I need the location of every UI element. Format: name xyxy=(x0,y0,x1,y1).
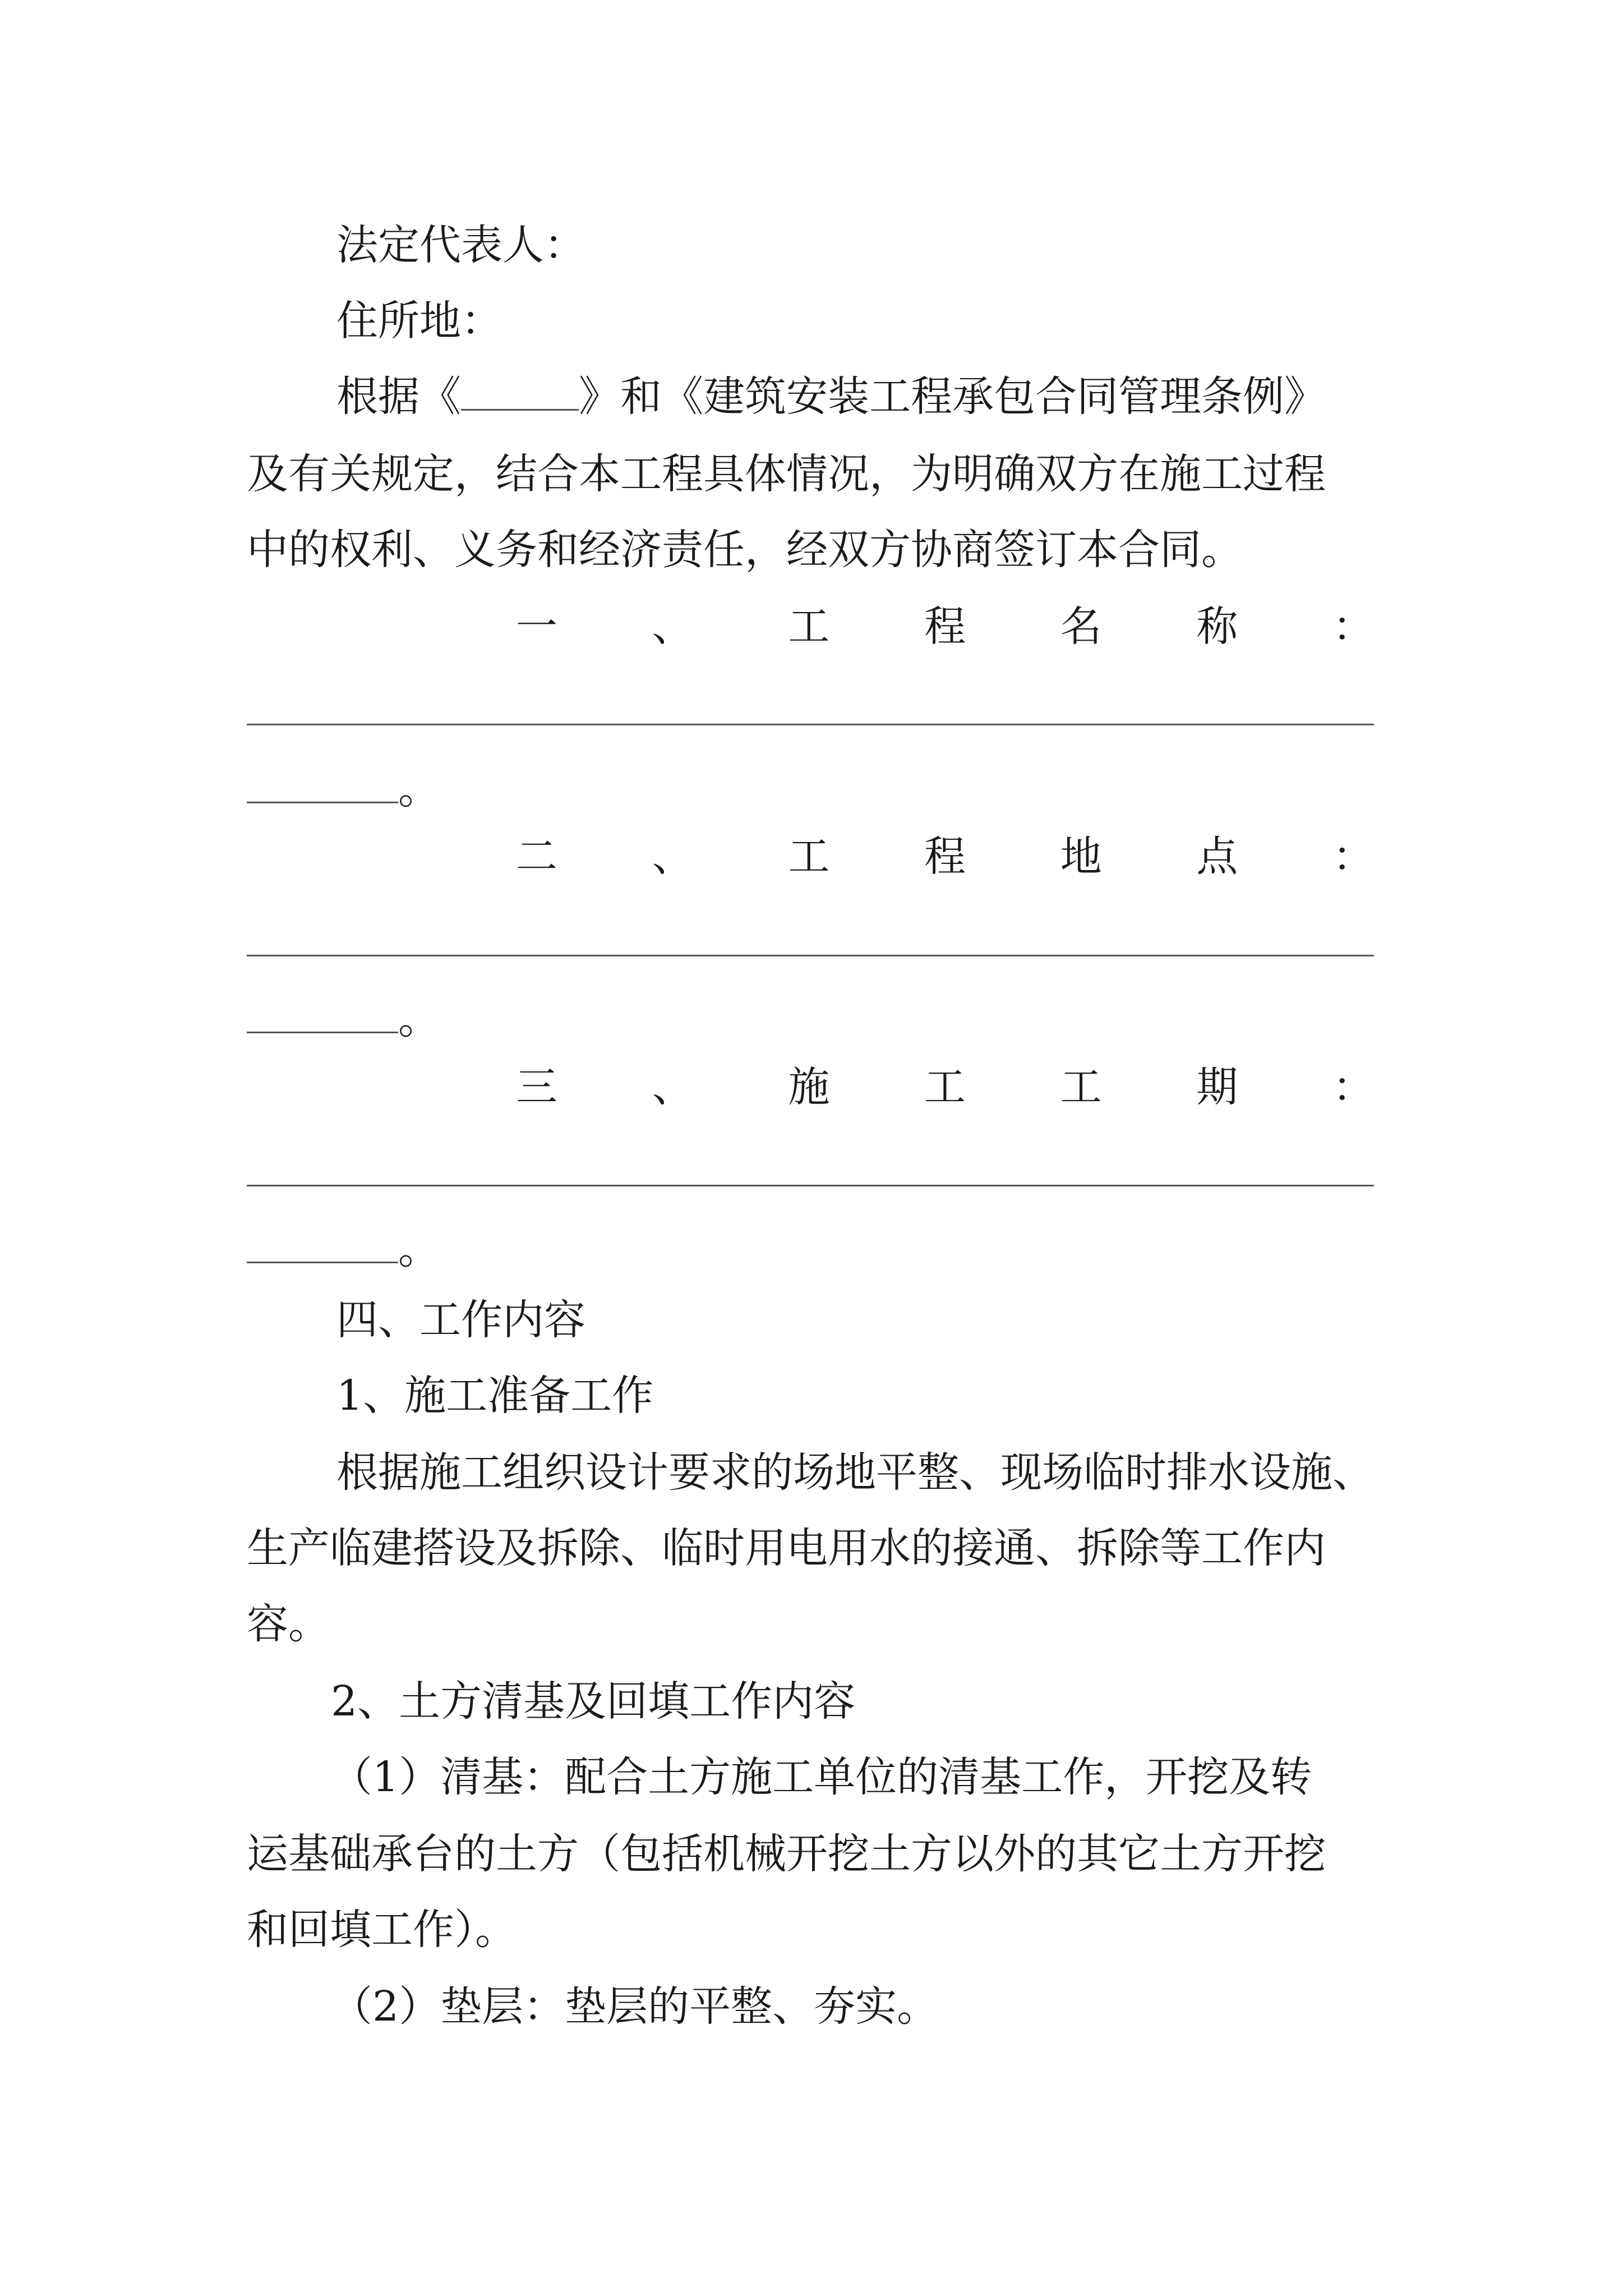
heading-char: 地 xyxy=(1060,832,1102,881)
section-1-heading xyxy=(516,601,1374,652)
heading-char: 工 xyxy=(1060,1063,1102,1111)
heading-char: 程 xyxy=(924,832,966,881)
heading-char: ： xyxy=(1332,832,1374,881)
section-3-end xyxy=(0,1224,1623,1274)
item-1-heading: 1、施工准备工作 xyxy=(336,1372,654,1420)
section-1-fill-line xyxy=(247,724,1374,725)
item-2-heading: 2、土方清基及回填工作内容 xyxy=(331,1677,856,1726)
heading-char: 点 xyxy=(1196,832,1238,881)
section-2-short-blank xyxy=(247,998,398,1033)
heading-char: 期 xyxy=(1196,1063,1238,1111)
section-3-heading xyxy=(516,1062,1374,1112)
heading-char: 三 xyxy=(516,1063,557,1111)
item-2-2-line: （2）垫层：垫层的平整、夯实。 xyxy=(331,1982,939,2031)
heading-char: 名 xyxy=(1060,602,1102,651)
period: 。 xyxy=(398,765,440,813)
heading-char: ： xyxy=(1332,1063,1374,1111)
heading-char: 施 xyxy=(788,1063,830,1111)
heading-char: ： xyxy=(1332,602,1374,651)
heading-char: 工 xyxy=(788,602,830,651)
section-3-fill-line xyxy=(247,1185,1374,1186)
section-3-short-blank xyxy=(247,1228,398,1263)
item-2-1-line-3: 和回填工作）。 xyxy=(247,1906,517,1954)
item-1-text-line-3: 容。 xyxy=(247,1600,330,1648)
heading-char: 称 xyxy=(1196,602,1238,651)
basis-line-2: 及有关规定，结合本工程具体情况，为明确双方在施工过程 xyxy=(247,450,1326,498)
section-2-heading xyxy=(516,831,1374,882)
heading-char: 工 xyxy=(788,832,830,881)
section-1-short-blank xyxy=(247,768,398,803)
item-2-1-line-2: 运基础承台的土方（包括机械开挖土方以外的其它土方开挖 xyxy=(247,1830,1326,1878)
section-1-end xyxy=(0,764,1623,815)
heading-char: 二 xyxy=(516,832,557,881)
period: 。 xyxy=(398,1225,440,1273)
basis-line-3: 中的权利、义务和经济责任，经双方协商签订本合同。 xyxy=(247,526,1243,574)
heading-char: 、 xyxy=(652,1063,694,1111)
section-2-fill-line xyxy=(247,955,1374,956)
heading-char: 一 xyxy=(516,602,557,651)
item-1-text-line-1: 根据施工组织设计要求的场地平整、现场临时排水设施、 xyxy=(336,1448,1374,1497)
section-2-end xyxy=(0,994,1623,1045)
basis-line-1 xyxy=(0,371,1623,422)
basis-suffix: 》和《建筑安装工程承包合同管理条例》 xyxy=(579,372,1326,421)
heading-char: 、 xyxy=(652,832,694,881)
heading-char: 程 xyxy=(924,602,966,651)
law-name-blank xyxy=(461,375,579,411)
period: 。 xyxy=(398,995,440,1043)
section-4-heading: 四、工作内容 xyxy=(336,1296,585,1344)
heading-char: 、 xyxy=(652,602,694,651)
legal-representative-label: 法定代表人： xyxy=(336,221,585,269)
heading-char: 工 xyxy=(924,1063,966,1111)
address-label: 住所地： xyxy=(336,297,502,345)
item-2-1-line-1: （1）清基：配合土方施工单位的清基工作，开挖及转 xyxy=(331,1753,1312,1801)
basis-prefix: 根据《 xyxy=(336,372,461,421)
item-1-text-line-2: 生产临建搭设及拆除、临时用电用水的接通、拆除等工作内 xyxy=(247,1524,1326,1572)
